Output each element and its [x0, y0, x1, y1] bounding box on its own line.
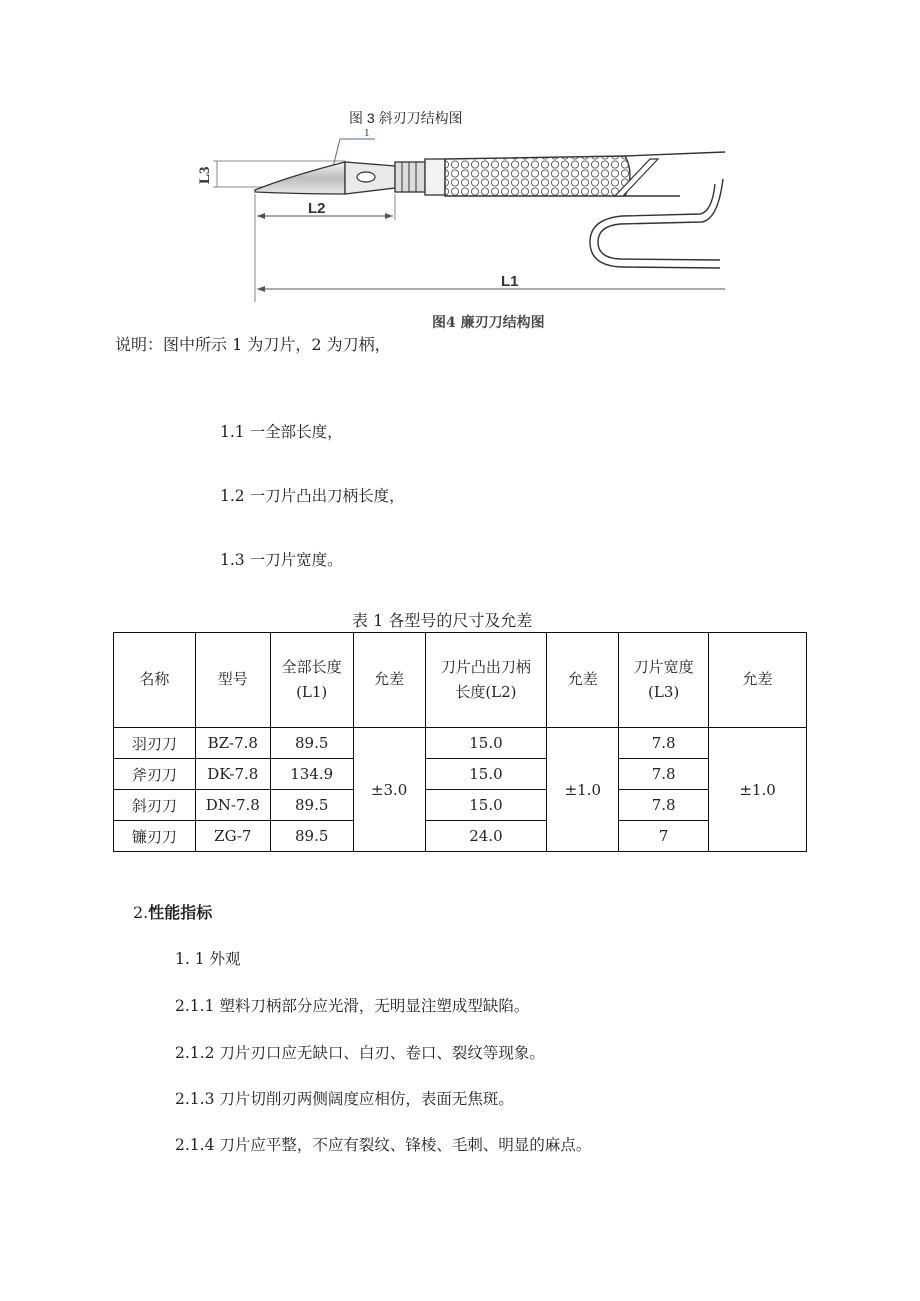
- l1-label: L1: [501, 273, 519, 290]
- table-row: [114, 759, 807, 790]
- table-header-row: [114, 633, 807, 728]
- cell-l3: 7.8: [619, 728, 709, 759]
- header-tolerance-3: 允差: [709, 633, 807, 728]
- part-1-label: 1: [364, 127, 370, 139]
- cell-model: BZ-7.8: [195, 728, 270, 759]
- cell-l2: 24.0: [425, 821, 547, 852]
- header-blade-width-sub: (L3): [648, 683, 680, 701]
- header-total-length-sub: (L1): [296, 683, 328, 701]
- cell-l2: 15.0: [425, 759, 547, 790]
- l3-label: L3: [197, 166, 213, 184]
- cell-name: 镰刃刀: [114, 821, 196, 852]
- cell-l1: 89.5: [270, 821, 353, 852]
- header-protrusion: [425, 633, 547, 728]
- cell-model: ZG-7: [195, 821, 270, 852]
- l1-dimension: [257, 286, 725, 292]
- cell-l3: 7: [619, 821, 709, 852]
- header-tolerance-2: 允差: [547, 633, 619, 728]
- requirement-item: 2.1.2 刀片刃口应无缺口、白刃、卷口、裂纹等现象。: [175, 1044, 545, 1062]
- blade: [255, 162, 395, 194]
- header-total-length-label: 全部长度: [281, 657, 342, 676]
- header-blade-width: [619, 633, 709, 728]
- scalpel-structure-drawing: [180, 124, 725, 314]
- cell-name: 羽刃刀: [114, 728, 196, 759]
- cell-model: DN-7.8: [195, 790, 270, 821]
- section-heading: [133, 900, 212, 923]
- cell-tolerance-l3: ±1.0: [709, 728, 807, 852]
- header-name: 名称: [114, 633, 196, 728]
- cell-tolerance-l1: ±3.0: [353, 728, 425, 852]
- dimensions-table: [113, 632, 807, 852]
- header-blade-width-label: 刀片宽度: [633, 657, 694, 676]
- cell-l3: 7.8: [619, 790, 709, 821]
- cell-l1: 134.9: [270, 759, 353, 790]
- table-row: [114, 821, 807, 852]
- requirement-item: 2.1.3 刀片切削刃两侧阔度应相仿，表面无焦斑。: [175, 1090, 514, 1108]
- table-row: [114, 728, 807, 759]
- header-protrusion-sub: 长度(L2): [455, 683, 517, 701]
- cell-l1: 89.5: [270, 790, 353, 821]
- definition-l2: 1.2 一刀片凸出刀柄长度，: [220, 487, 405, 505]
- section-title: 性能指标: [148, 903, 213, 922]
- cell-l1: 89.5: [270, 728, 353, 759]
- header-total-length: [270, 633, 353, 728]
- requirement-item: 2.1.4 刀片应平整，不应有裂纹、锋棱、毛刺、明显的麻点。: [175, 1136, 592, 1154]
- handle: [395, 152, 725, 196]
- header-tolerance-1: 允差: [353, 633, 425, 728]
- cell-l2: 15.0: [425, 790, 547, 821]
- cell-name: 斧刃刀: [114, 759, 196, 790]
- figure-caption-bottom: 图4 廉刃刀结构图: [432, 315, 545, 331]
- definition-l3: 1.3 一刀片宽度。: [220, 551, 343, 569]
- requirement-item: 2.1.1 塑料刀柄部分应光滑，无明显注塑成型缺陷。: [175, 997, 530, 1015]
- cell-name: 斜刃刀: [114, 790, 196, 821]
- l2-label: L2: [308, 200, 326, 217]
- header-protrusion-label: 刀片凸出刀柄: [440, 657, 531, 676]
- subsection-heading: 1. 1 外观: [175, 950, 241, 968]
- table-row: [114, 790, 807, 821]
- figure-note: 说明：图中所示 1 为刀片，2 为刀柄，: [115, 335, 391, 354]
- table-caption: 表 1 各型号的尺寸及允差: [352, 611, 533, 630]
- definition-l1: 1.1 一全部长度，: [220, 423, 343, 441]
- section-number: 2.: [133, 903, 149, 922]
- cell-tolerance-l2: ±1.0: [547, 728, 619, 852]
- cell-l2: 15.0: [425, 728, 547, 759]
- cell-model: DK-7.8: [195, 759, 270, 790]
- cell-l3: 7.8: [619, 759, 709, 790]
- figure-caption-top: 图 3 斜刃刀结构图: [349, 110, 463, 126]
- header-model: 型号: [195, 633, 270, 728]
